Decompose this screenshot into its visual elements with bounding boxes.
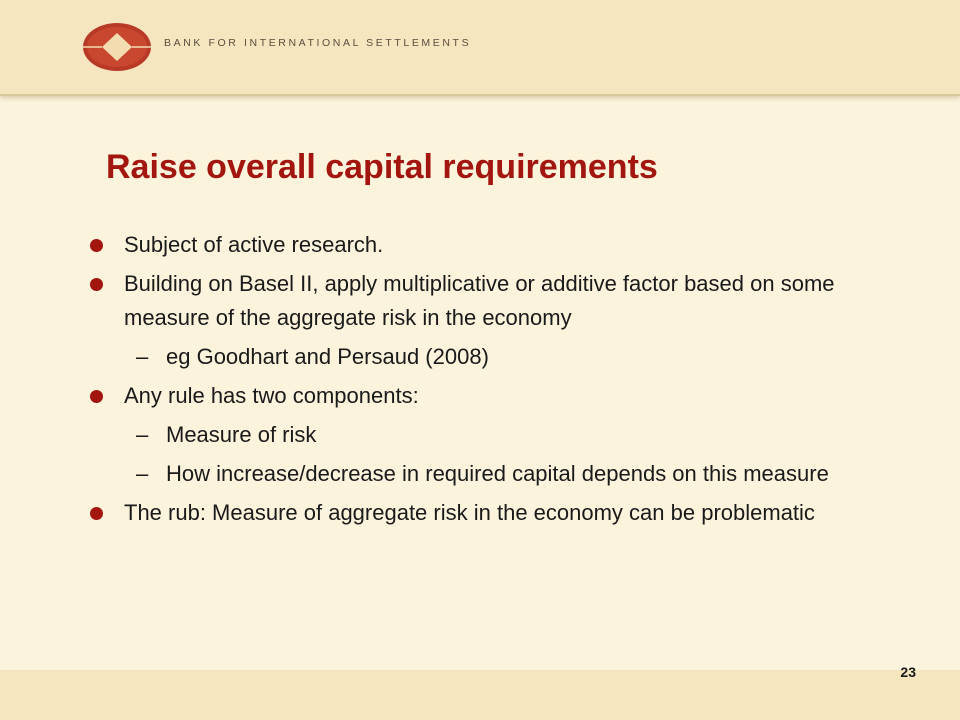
sub-bullet-text: Measure of risk [166, 422, 317, 447]
dash-icon: – [136, 461, 149, 486]
bullet-text: Subject of active research. [124, 232, 384, 257]
bullet-dot-icon [90, 507, 103, 520]
slide-title: Raise overall capital requirements [106, 148, 658, 186]
bullet-item [76, 267, 896, 335]
sub-bullet-text: eg Goodhart and Persaud (2008) [166, 344, 489, 369]
dash-icon: – [136, 344, 149, 369]
bullet-text: The rub: Measure of aggregate risk in the economy can be problematic [124, 500, 815, 525]
bullet-item [76, 379, 896, 413]
header-band [0, 0, 960, 96]
bullet-item [76, 228, 896, 262]
page-number: 23 [900, 664, 916, 680]
bullet-list [76, 228, 896, 535]
sub-bullet-item [76, 457, 896, 491]
bis-logo [82, 22, 152, 72]
sub-bullet-item [76, 418, 896, 452]
dash-icon: – [136, 422, 149, 447]
footer-band [0, 670, 960, 720]
bullet-dot-icon [90, 239, 103, 252]
bullet-dot-icon [90, 278, 103, 291]
bullet-dot-icon [90, 390, 103, 403]
bullet-text: Any rule has two components: [124, 383, 419, 408]
org-name: BANK FOR INTERNATIONAL SETTLEMENTS [164, 37, 472, 49]
sub-bullet-item [76, 340, 896, 374]
sub-bullet-text: How increase/decrease in required capital depends on this measure [166, 461, 829, 486]
bullet-item [76, 496, 896, 530]
bullet-text: Building on Basel II, apply multiplicative or additive factor based on some measure of the aggregate risk in the economy [124, 271, 835, 330]
